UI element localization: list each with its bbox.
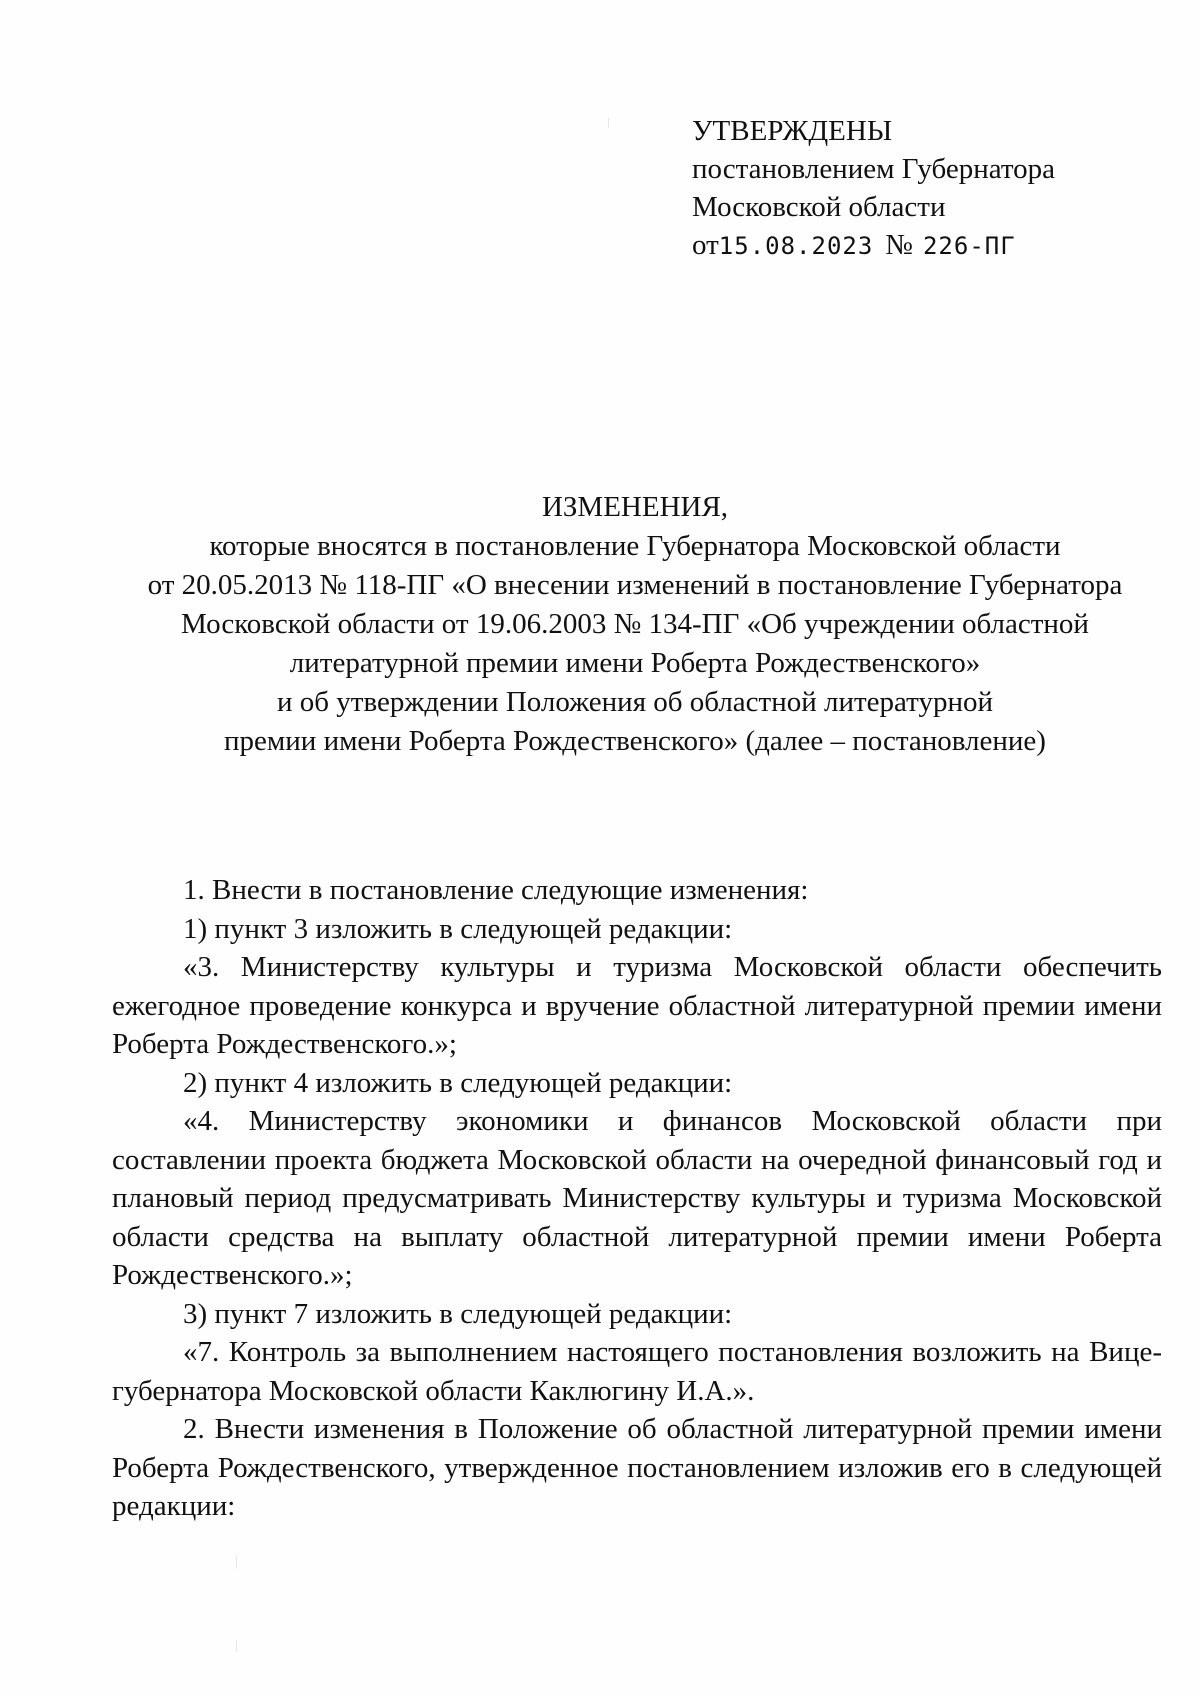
paragraph-3: «3. Министерству культуры и туризма Московской области обеспечить ежегодное проведение конкурса и вручение областной литературной премии имени Роберта Рождественского.»;: [112, 951, 1162, 1060]
title-line: Московской области от 19.06.2003 № 134-ПГ «Об учреждении областной: [181, 608, 1089, 640]
paragraph-5: «4. Министерству экономики и финансов Московской области при составлении проекта бюджета Московской области на очередной финансовый год и плановый период предусматривать Министерству культуры и туризма Московской области средства на выплату областной литературной премии имени Роберта Рождественского.»;: [112, 1105, 1162, 1291]
title-line: литературной премии имени Роберта Рождественского»: [289, 647, 981, 679]
paragraph-4: 2) пункт 4 изложить в следующей редакции:: [183, 1066, 733, 1099]
approval-date: 15.08.2023: [718, 232, 874, 260]
title-line: и об утверждении Положения об областной литературной: [277, 686, 993, 718]
title-line: которые вносятся в постановление Губернатора Московской области: [209, 530, 1061, 562]
document-title: [110, 488, 1160, 761]
title-line: премии имени Роберта Рождественского» (далее – постановление): [224, 725, 1046, 757]
paragraph-8: 2. Внести изменения в Положение об областной литературной премии имени Роберта Рождественского, утвержденное постановлением изложив его в следующей редакции:: [112, 1413, 1162, 1522]
title-heading: ИЗМЕНЕНИЯ,: [541, 491, 729, 523]
approval-heading: УТВЕРЖДЕНЫ: [692, 115, 893, 147]
paragraph-2: 1) пункт 3 изложить в следующей редакции:: [183, 912, 733, 945]
approval-date-line: [692, 226, 1055, 265]
title-line: от 20.05.2013 № 118-ПГ «О внесении изменений в постановление Губернатора: [147, 569, 1123, 601]
approval-line-1: постановлением Губернатора: [692, 153, 1056, 185]
scan-mark: [236, 1640, 237, 1652]
date-prefix: от: [692, 229, 719, 261]
approval-number: 226-ПГ: [922, 232, 1016, 260]
paragraph-6: 3) пункт 7 изложить в следующей редакции:: [183, 1297, 733, 1330]
number-sign: №: [885, 229, 913, 261]
approval-block: [692, 112, 1055, 265]
document-body: [112, 871, 1162, 1526]
paragraph-1: 1. Внести в постановление следующие изменения:: [183, 874, 809, 906]
scan-mark: [236, 1555, 237, 1569]
scan-mark: [608, 118, 609, 128]
approval-line-2: Московской области: [692, 191, 946, 223]
paragraph-7: «7. Контроль за выполнением настоящего постановления возложить на Вице-губернатора Московской области Каклюгину И.А.».: [112, 1336, 1162, 1407]
